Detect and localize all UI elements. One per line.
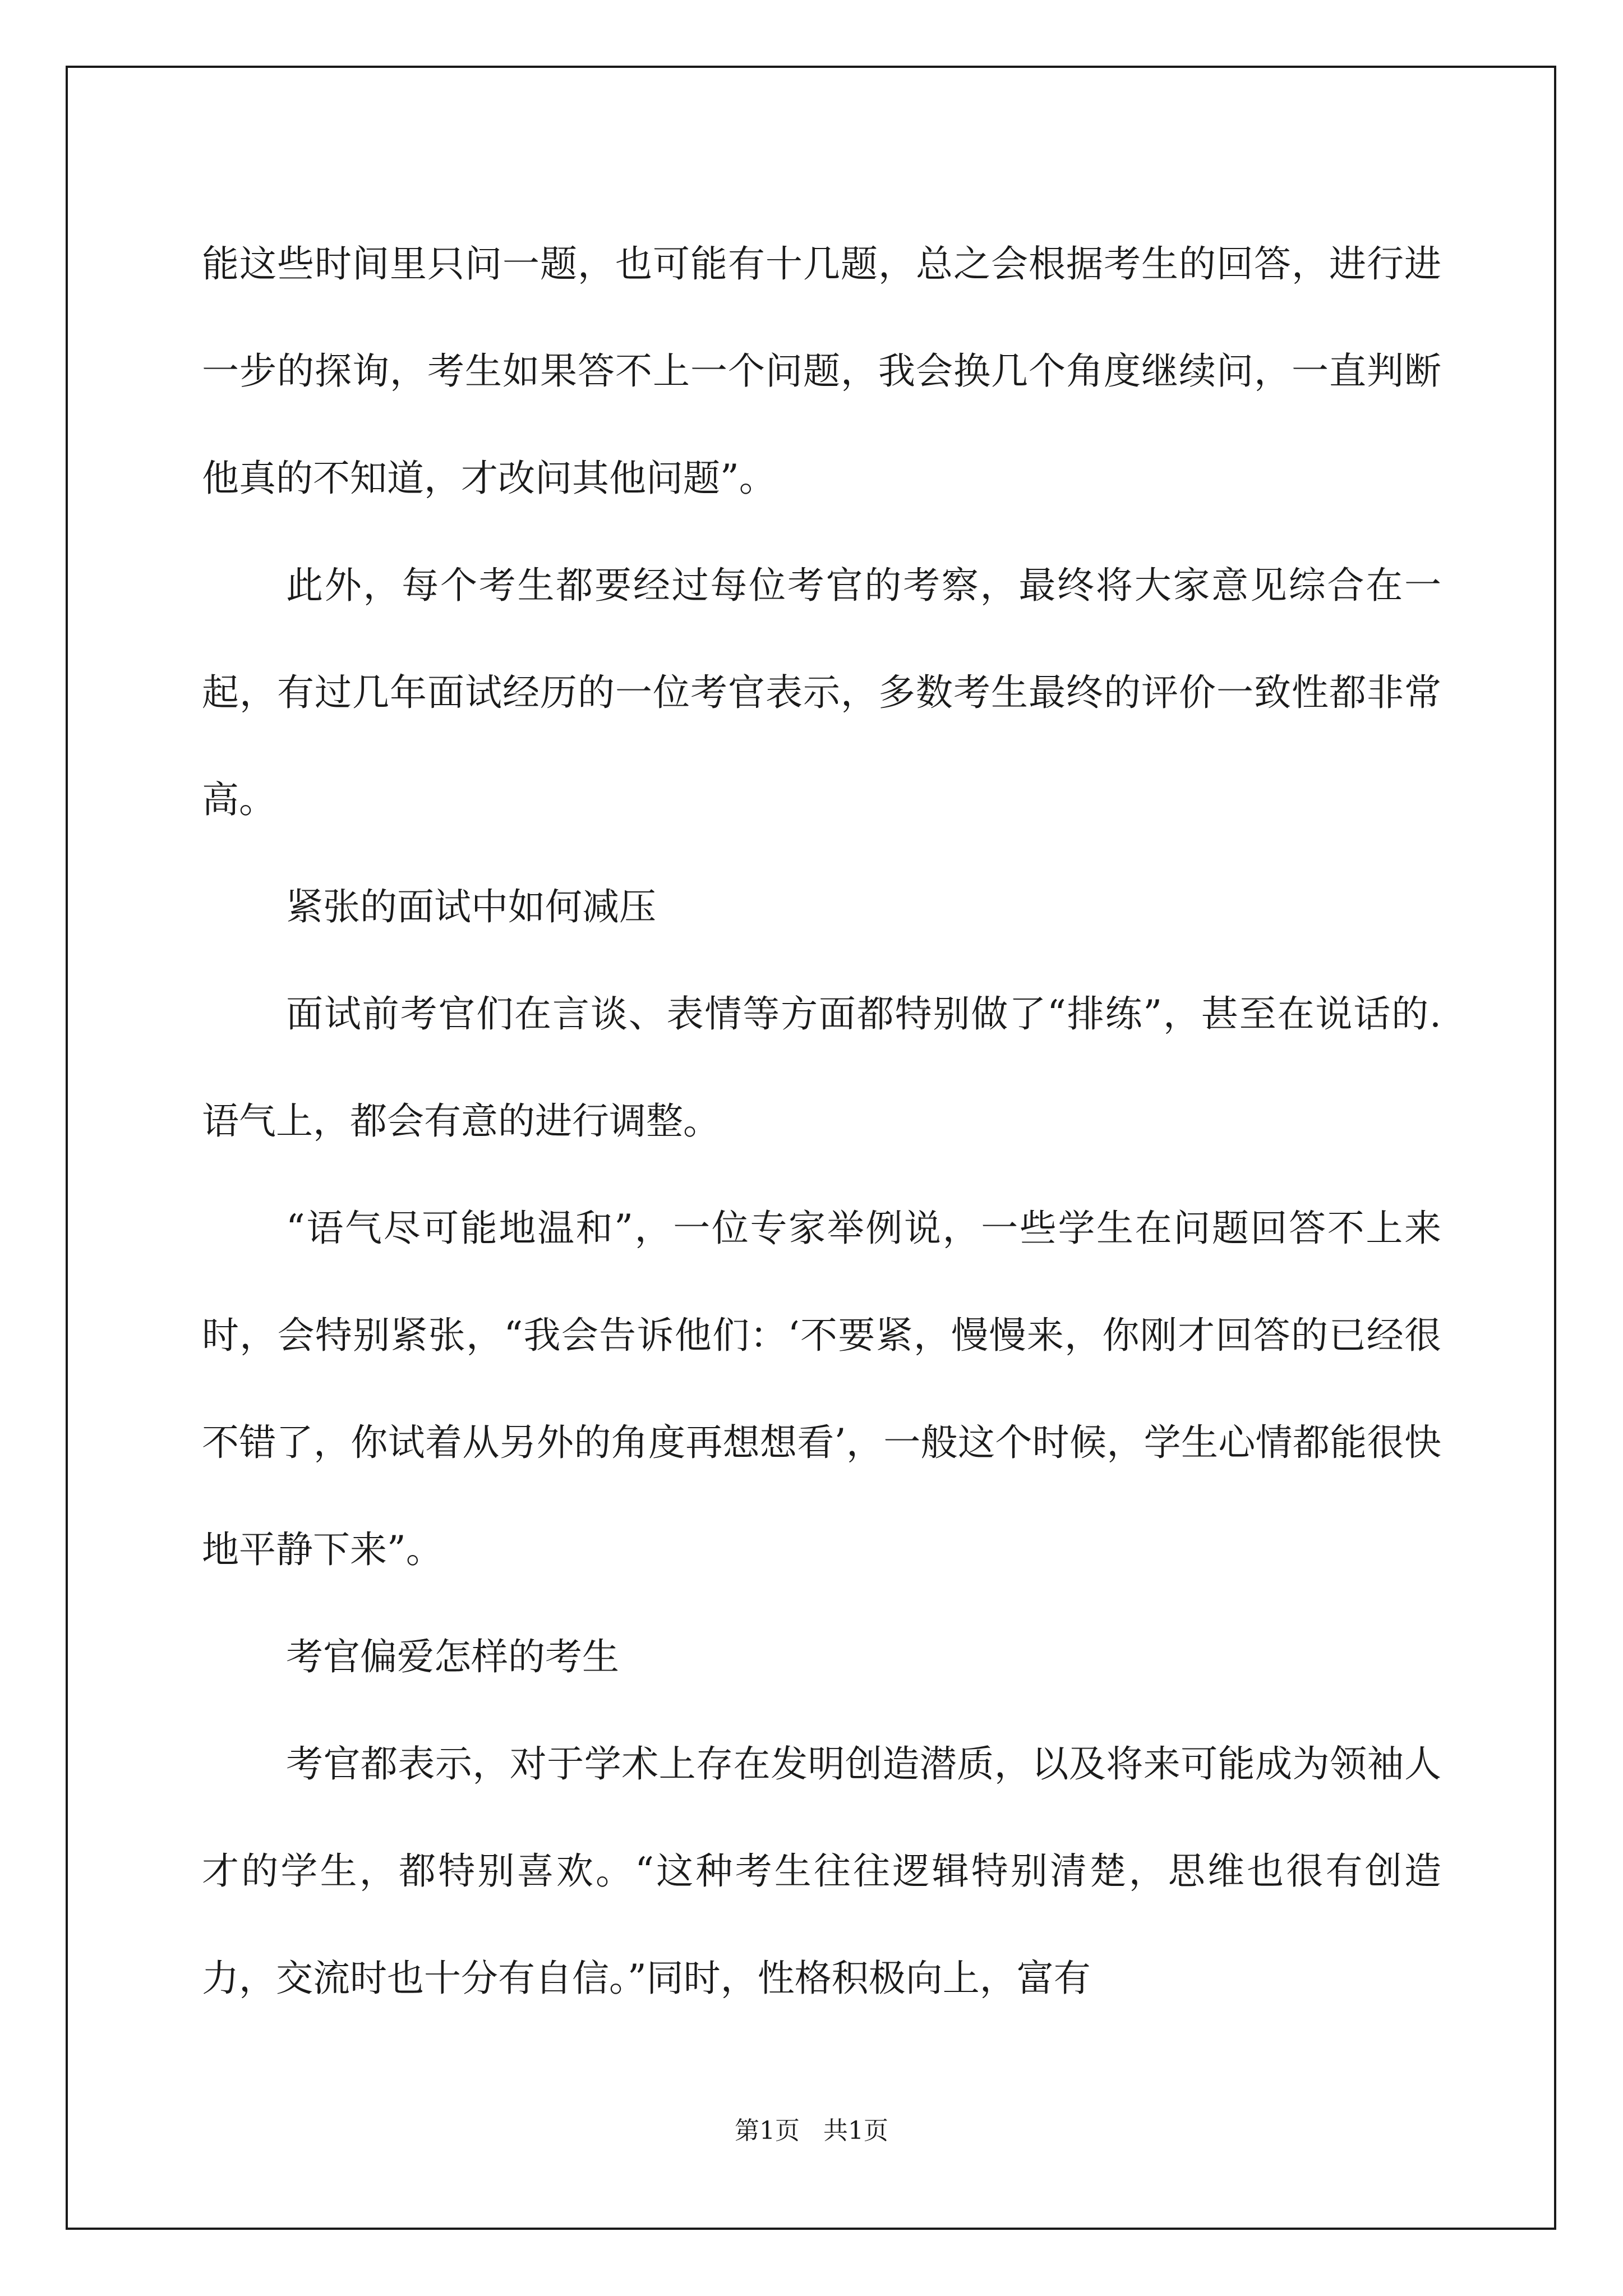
section-heading-preferred-candidates: 考官偏爱怎样的考生: [286, 1635, 619, 1678]
paragraph-4: “语气尽可能地温和”，一位专家举例说，一些学生在问题回答不上来时，会特别紧张，“我会告诉他们：‘不要紧，慢慢来，你刚才回答的已经很不错了，你试着从另外的角度再想想看’，一般这个时候，学生心情都能很快地平静下来”。: [202, 1207, 1441, 1571]
paragraph-2: 此外，每个考生都要经过每位考官的考察，最终将大家意见综合在一起，有过几年面试经历的一位考官表示，多数考生最终的评价一致性都非常高。: [202, 564, 1441, 821]
paragraph-5: 考官都表示，对于学术上存在发明创造潜质，以及将来可能成为领袖人才的学生，都特别喜欢。“这种考生往往逻辑特别清楚，思维也很有创造力，交流时也十分有自信。”同时，性格积极向上，富有: [202, 1742, 1441, 2000]
paragraph-3: 面试前考官们在言谈、表情等方面都特别做了“排练”，甚至在说话的.语气上，都会有意的进行调整。: [202, 992, 1441, 1143]
paragraph-1: 能这些时间里只问一题，也可能有十几题，总之会根据考生的回答，进行进一步的探询，考生如果答不上一个问题，我会换几个角度继续问，一直判断他真的不知道，才改问其他问题”。: [202, 242, 1441, 500]
document-body: [202, 210, 1441, 2032]
section-heading-stress-relief: 紧张的面试中如何减压: [286, 885, 656, 928]
page-number-footer: 第1页 共1页: [735, 2116, 888, 2145]
